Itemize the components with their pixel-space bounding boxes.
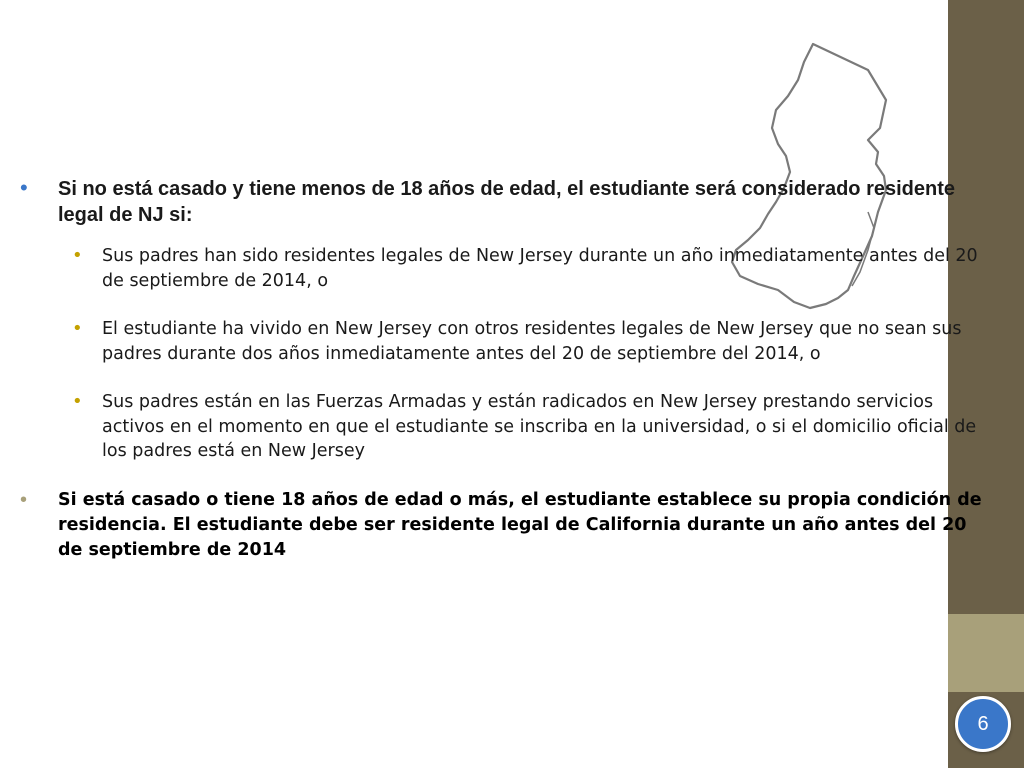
bullet-dot-icon: • bbox=[72, 318, 83, 339]
main-bullet-1-text: Si no está casado y tiene menos de 18 años de edad, el estudiante será considerado residente legal de NJ si: bbox=[58, 178, 955, 226]
bullet-dot-icon: • bbox=[20, 175, 28, 200]
bullet-dot-icon: • bbox=[20, 488, 28, 511]
page-number-badge: 6 bbox=[955, 696, 1011, 752]
main-bullet-2 bbox=[20, 488, 995, 563]
sub-bullet-2-text: El estudiante ha vivido en New Jersey con otros residentes legales de New Jersey que no sean sus padres durante dos años inmediatamente antes del 20 de septiembre del 2014, o bbox=[102, 319, 962, 364]
sub-bullet-3-text: Sus padres están en las Fuerzas Armadas y están radicados en New Jersey prestando servicios activos en el momento en que el estudiante se inscriba en la universidad, o si el domicilio oficial de los padres está en New Jersey bbox=[102, 392, 977, 461]
main-bullet-2-text: Si está casado o tiene 18 años de edad o más, el estudiante establece su propia condición de residencia. El estudiante debe ser residente legal de California durante un año antes del 20 de septiembre de 2014 bbox=[58, 489, 982, 560]
bullet-dot-icon: • bbox=[72, 391, 83, 412]
slide-content bbox=[20, 176, 995, 563]
sub-bullet-2 bbox=[20, 317, 995, 366]
sub-bullet-1-text: Sus padres han sido residentes legales de New Jersey durante un año inmediatamente antes del 20 de septiembre de 2014, o bbox=[102, 246, 978, 291]
sub-bullet-3 bbox=[20, 390, 995, 464]
sub-bullet-1 bbox=[20, 244, 995, 293]
main-bullet-1 bbox=[20, 176, 995, 228]
sidebar-light-band bbox=[948, 614, 1024, 692]
bullet-dot-icon: • bbox=[72, 245, 83, 266]
